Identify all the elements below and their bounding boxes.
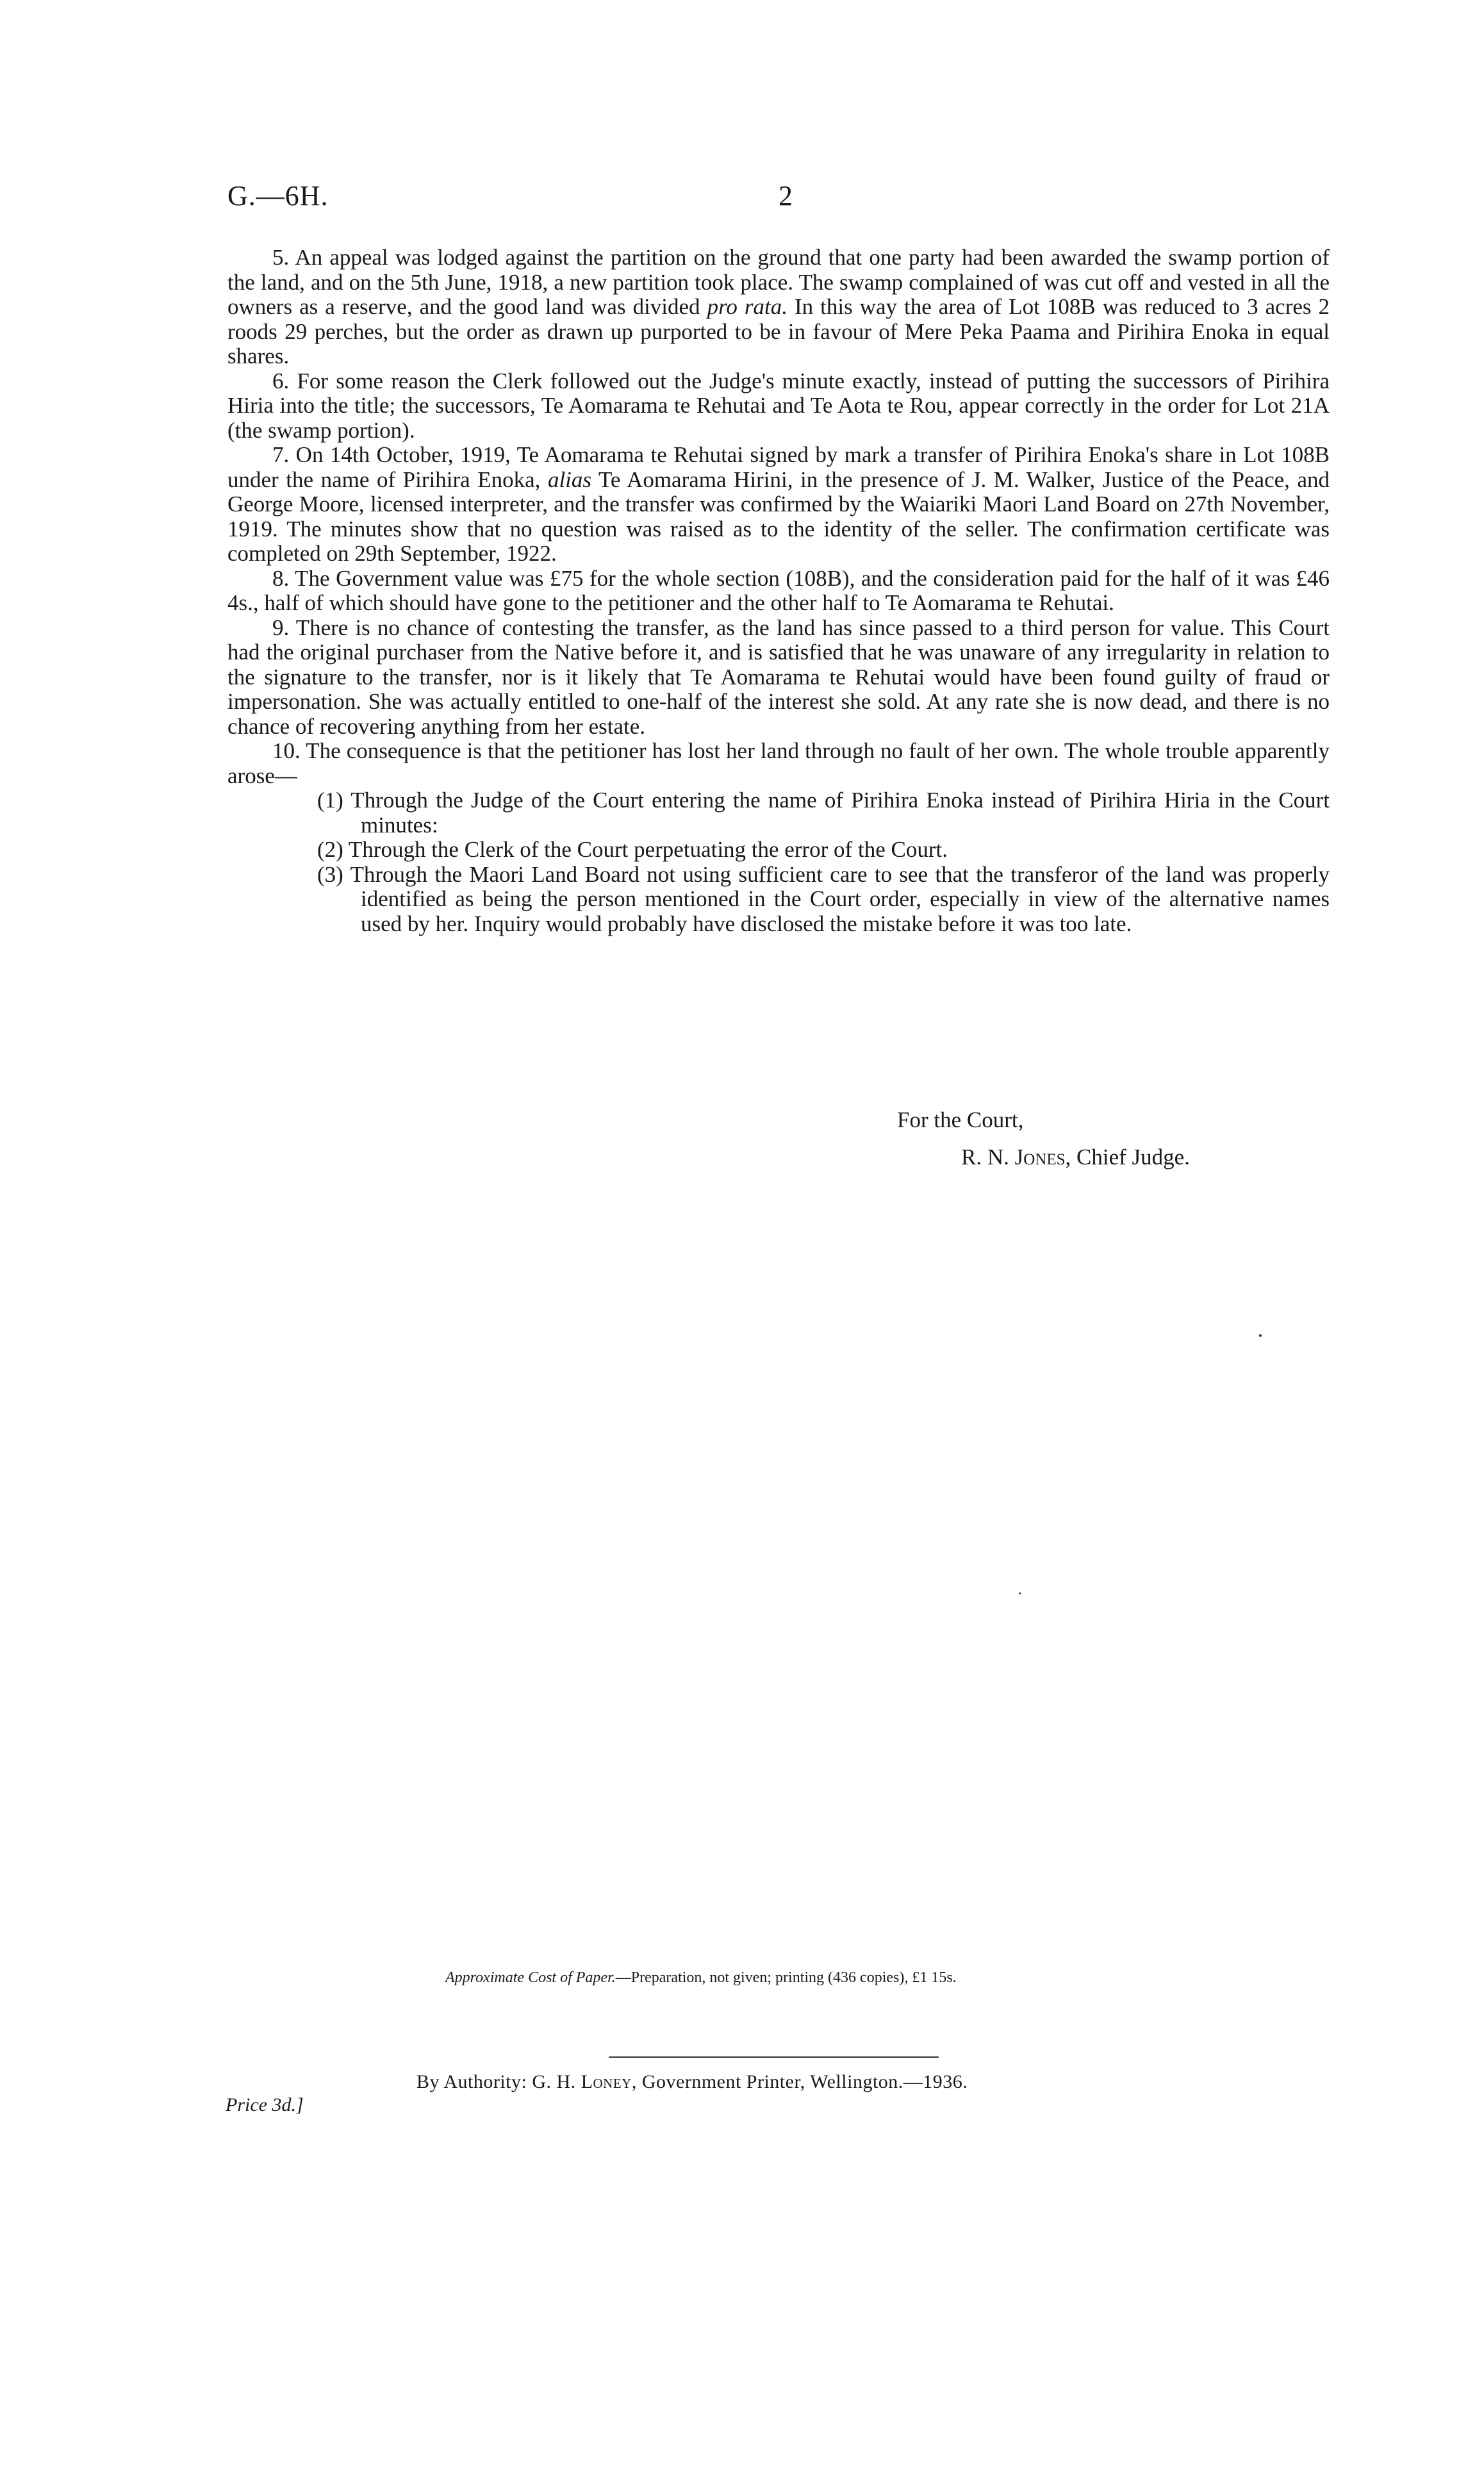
italic-phrase: pro rata. bbox=[707, 294, 787, 319]
italic-phrase: alias bbox=[547, 467, 592, 492]
list-item: (1) Through the Judge of the Court entering the name of Pirihira Enoka instead of Pirihira Hiria in the Court minutes: bbox=[317, 788, 1330, 838]
divider bbox=[609, 2056, 939, 2058]
causes-list bbox=[227, 788, 1330, 936]
document-reference: G.—6H. bbox=[227, 180, 329, 211]
cost-of-paper bbox=[445, 1969, 957, 1987]
body-text bbox=[227, 245, 1330, 936]
signatory bbox=[961, 1145, 1190, 1170]
printer-name: Loney bbox=[581, 2071, 632, 2092]
speck bbox=[1019, 1592, 1021, 1594]
paragraph-8: 8. The Government value was £75 for the whole section (108B), and the consideration paid for the half of it was £46 4s., half of which should have gone to the petitioner and the other half to Te Aomarama te Rehutai. bbox=[227, 565, 1330, 615]
printer-authority: By Authority: G. H. Loney, Government Printer, Wellington.—1936. bbox=[416, 2071, 968, 2092]
signatory-title: , Chief Judge. bbox=[1065, 1145, 1190, 1170]
cost-text: —Preparation, not given; printing (436 copies), £1 15s. bbox=[615, 1969, 957, 1986]
speck bbox=[1259, 1334, 1262, 1337]
price: Price 3d.] bbox=[226, 2094, 304, 2115]
signatory-name: R. N. Jones bbox=[961, 1145, 1066, 1170]
paragraph-5: 5. An appeal was lodged against the partition on the ground that one party had been awarded the swamp portion of the land, and on the 5th June, 1918, a new partition took place. The swamp complained of was cut off and vested in all the owners as a reserve, and the good land was divided pro rata. In this way the area of Lot 108B was reduced to 3 acres 2 roods 29 perches, but the order as drawn up purported to be in favour of Mere Peka Paama and Pirihira Enoka in equal shares. bbox=[227, 245, 1330, 368]
list-item: (2) Through the Clerk of the Court perpetuating the error of the Court. bbox=[317, 837, 948, 862]
list-item: (3) Through the Maori Land Board not using sufficient care to see that the transferor of the land was properly identified as being the person mentioned in the Court order, especially in view of the alternative names used by her. Inquiry would probably have disclosed the mistake before it was too late. bbox=[317, 861, 1330, 936]
paragraph-7: 7. On 14th October, 1919, Te Aomarama te Rehutai signed by mark a transfer of Pirihira Enoka's share in Lot 108B under the name of Pirihira Enoka, alias Te Aomarama Hirini, in the presence of J. M. Walker, Justice of the Peace, and George Moore, licensed interpreter, and the transfer was confirmed by the Waiariki Maori Land Board on 27th November, 1919. The minutes show that no question was raised as to the identity of the seller. The confirmation certificate was completed on 29th September, 1922. bbox=[227, 442, 1330, 566]
page-number: 2 bbox=[779, 180, 793, 211]
paragraph-10: 10. The consequence is that the petitioner has lost her land through no fault of her own. The whole trouble apparently arose— bbox=[227, 738, 1330, 788]
signature-line: For the Court, bbox=[897, 1107, 1024, 1132]
paragraph-9: 9. There is no chance of contesting the transfer, as the land has since passed to a third person for value. This Court had the original purchaser from the Native before it, and is satisfied that he was unaware of any irregularity in relation to the signature to the transfer, nor is it likely that Te Aomarama te Rehutai would have been found guilty of fraud or impersonation. She was actually entitled to one-half of the interest she sold. At any rate she is now dead, and there is no chance of recovering anything from her estate. bbox=[227, 615, 1330, 739]
cost-label: Approximate Cost of Paper. bbox=[445, 1969, 616, 1986]
paragraph-6: 6. For some reason the Clerk followed out the Judge's minute exactly, instead of putting the successors of Pirihira Hiria into the title; the successors, Te Aomarama te Rehutai and Te Aota te Rou, appear correctly in the order for Lot 21A (the swamp portion). bbox=[227, 368, 1330, 443]
